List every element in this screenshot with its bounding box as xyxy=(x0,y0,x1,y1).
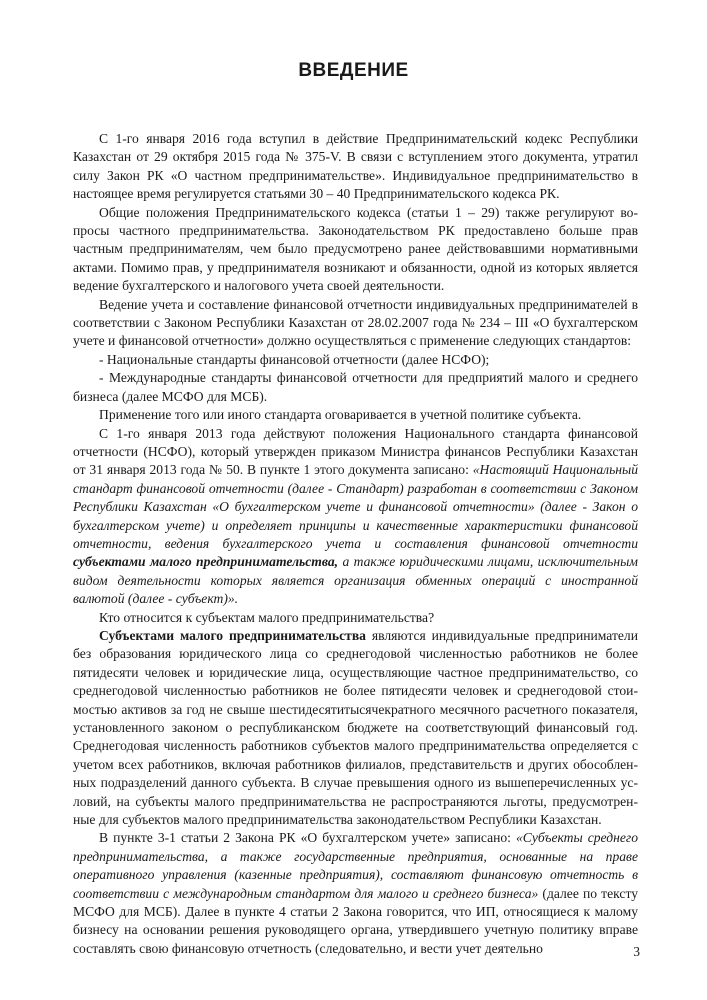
paragraph-7 xyxy=(73,425,638,609)
list-item-msfo: - Международные стандарты финансовой отчетности для предприятий малого и среднего бизнеса (далее МСФО для МСБ). xyxy=(73,370,638,404)
paragraph-6: Применение того или иного стандарта оговаривается в учетной политике субъекта. xyxy=(99,407,582,423)
paragraph-7-quote-emphasis: субъектами малого предпринимательства, xyxy=(73,554,339,570)
paragraph-10-quote: «Субъекты среднего предпринимательства, а также государственные предприятия, основанные на праве оперативного управления (казенные предприятия), составляют финансовую отчетность в соответствии с международным стандартом для малого и среднего бизнеса» xyxy=(73,830,638,901)
paragraph-7-quote-end: а также юридическими лицами, исключительным видом деятельности которых является организация обменных операций с иностранной валютой (далее - субъект)». xyxy=(73,554,638,607)
paragraph-10 xyxy=(73,829,638,958)
paragraph-9-term: Субъектами малого предпринимательства xyxy=(99,627,366,643)
paragraph-7-text: С 1-го января 2013 года действуют положения Национального стандарта финансовой отчетности (НСФО), который утвержден приказом Министра финансов Республики Казахстан от 31 января 2013 года № 50. В пункте 1 этого документа записано: xyxy=(73,425,638,478)
paragraph-1: С 1-го января 2016 года вступил в действие Предпринимательский кодекс Республики Казахстан от 29 октября 2015 года № 375-V. В связи с вступлением этого документа, утратил силу Закон РК «О частном предпринимательстве». Индивидуальное предпринимательство в настоящее время регулируется статьями 30 – 40 Предпринимательского кодекса РК. xyxy=(73,131,638,202)
paragraph-7-quote: «Настоящий Национальный стандарт финансовой отчетности (далее - Стандарт) разработан в соответствии с Законом Республики Казахстан «О бухгалтерском учете и финансовой отчетности» (далее - Закон о бухгалтерском учете) и определяет принципы и качественные характеристики финансовой отчетности, ведения бухгалтерского учета и составления финансовой отчетности xyxy=(73,462,638,551)
paragraph-8: Кто относится к субъектам малого предпринимательства? xyxy=(99,609,435,625)
paragraph-9 xyxy=(73,627,638,829)
page-number: 3 xyxy=(633,944,640,959)
paragraph-10-text: В пункте 3-1 статьи 2 Закона РК «О бухгалтерском учете» записано: xyxy=(99,830,516,846)
paragraph-9-text: являются индивидуальные предприниматели без образования юридического лица со среднегодовой численностью работников не более пятидесяти человек и юридические лица, осуществляющие частное предпринимательство, со среднегодовой численностью работников не более пятидесяти человек и среднегодовой стоимостью активов за год не свыше шестидесятитысячекратного месячного расчетного показателя, установленного законом о республиканском бюджете на соответствующий финансовый год. Среднегодовая численность работников субъектов малого предпринимательства определяется с учетом всех работников, включая работников филиалов, представительств и других обособленных подразделений данного субъекта. В случае превышения одного из вышеперечисленных условий, на субъекты малого предпринимательства не распространяются льготы, предусмотренные для субъектов малого предпринимательства законодательством Республики Казахстан. xyxy=(73,627,638,828)
paragraph-10-text-end: (далее по тексту МСФО для МСБ). Далее в пункте 4 статьи 2 Закона говорится, что ИП, относящиеся к малому бизнесу на основании решения руководящего органа, утвердившего учетную политику вправе составлять свою финансовую отчетность (следовательно, и вести учет деятельно xyxy=(73,885,638,956)
page-title: ВВЕДЕНИЕ xyxy=(298,60,409,81)
paragraph-3: Ведение учета и составление финансовой отчетности индивидуальных предпринимателей в соответствии с Законом Республики Казахстан от 28.02.2007 года № 234 – III «О бухгалтерском учете и финансовой отчетности» должно осуществляться с применение следующих стандартов: xyxy=(73,296,638,349)
document-body xyxy=(73,130,638,958)
list-item-nsfo: - Национальные стандарты финансовой отчетности (далее НСФО); xyxy=(99,351,490,367)
paragraph-2: Общие положения Предпринимательского кодекса (статьи 1 – 29) также регулируют вопросы частного предпринимательства. Законодательством РК предоставлено больше прав частным предпринимателям, чем было предусмотрено ранее действовавшими нормативными актами. Помимо прав, у предпринимателя возникают и обязанности, одной из которых является ведение бухгалтерского и налогового учета своей деятельности. xyxy=(73,204,638,294)
